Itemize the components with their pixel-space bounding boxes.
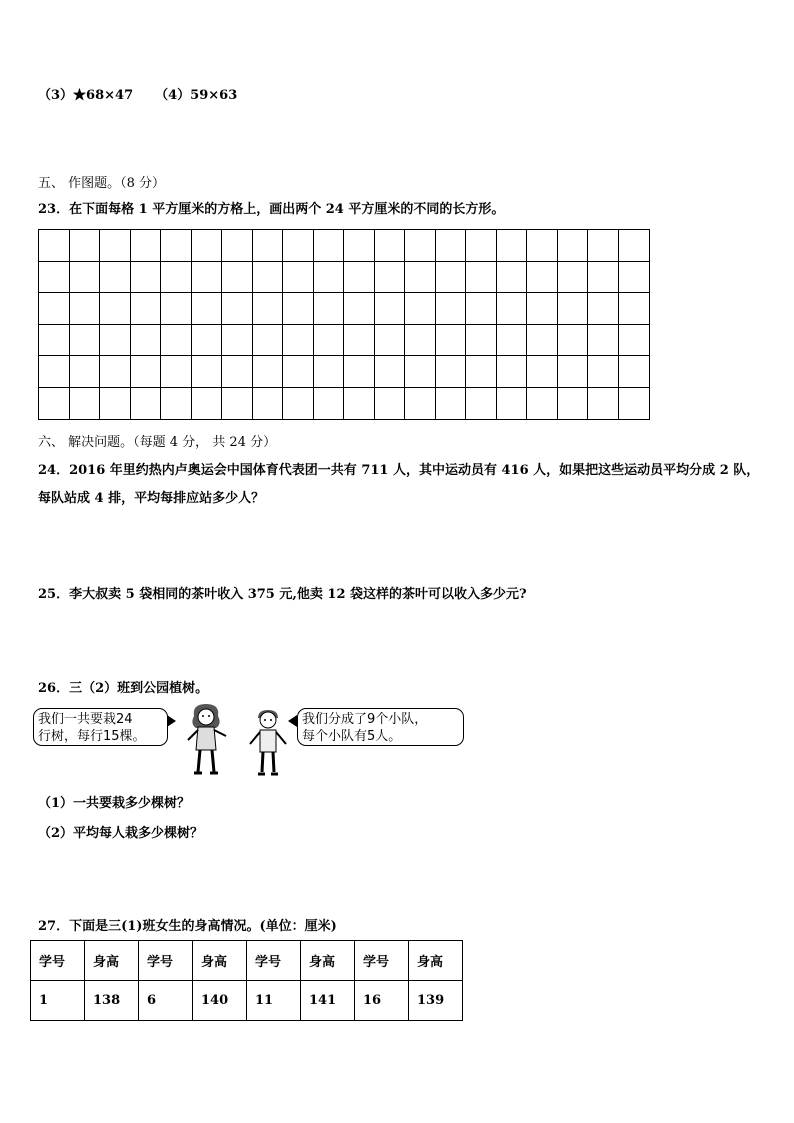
grid-cell bbox=[192, 388, 223, 420]
grid-cell bbox=[192, 293, 223, 325]
grid-cell bbox=[527, 262, 558, 294]
grid-cell bbox=[344, 356, 375, 388]
grid-cell bbox=[588, 388, 619, 420]
grid-cell bbox=[131, 325, 162, 357]
grid-cell bbox=[222, 262, 253, 294]
grid-cell bbox=[436, 388, 467, 420]
height-table bbox=[30, 940, 463, 1021]
table-cell: 1 bbox=[31, 981, 85, 1021]
grid-cell bbox=[192, 325, 223, 357]
grid-cell bbox=[466, 356, 497, 388]
table-cell: 身高 bbox=[85, 941, 139, 981]
grid-cell bbox=[253, 230, 284, 262]
q24-line-2: 每队站成 4 排，平均每排应站多少人？ bbox=[38, 491, 265, 506]
grid-cell bbox=[588, 356, 619, 388]
grid-cell bbox=[222, 356, 253, 388]
grid-cell bbox=[161, 293, 192, 325]
table-cell: 16 bbox=[355, 981, 409, 1021]
grid-cell bbox=[405, 356, 436, 388]
grid-cell bbox=[192, 230, 223, 262]
grid-cell bbox=[131, 293, 162, 325]
section-5-title: 五、 作图题。（8 分） bbox=[38, 176, 166, 191]
grid-cell bbox=[497, 356, 528, 388]
grid-cell bbox=[70, 356, 101, 388]
grid-cell bbox=[283, 293, 314, 325]
grid-cell bbox=[375, 356, 406, 388]
table-cell: 学号 bbox=[247, 941, 301, 981]
table-cell: 学号 bbox=[355, 941, 409, 981]
grid-cell bbox=[39, 230, 70, 262]
grid-cell bbox=[375, 293, 406, 325]
grid-cell bbox=[527, 293, 558, 325]
girl-speech-bubble bbox=[33, 708, 168, 746]
grid-cell bbox=[131, 262, 162, 294]
grid-cell bbox=[314, 356, 345, 388]
q26-sub-1: （1）一共要栽多少棵树？ bbox=[38, 796, 191, 811]
grid-cell bbox=[253, 293, 284, 325]
grid-cell bbox=[588, 325, 619, 357]
grid-cell bbox=[497, 262, 528, 294]
grid-cell bbox=[100, 388, 131, 420]
grid-cell bbox=[588, 262, 619, 294]
grid-cell bbox=[466, 388, 497, 420]
q26-text: 26．三（2）班到公园植树。 bbox=[38, 681, 209, 696]
grid-cell bbox=[344, 230, 375, 262]
grid-cell bbox=[466, 262, 497, 294]
boy-speech-line-2: 每个小队有5人。 bbox=[302, 729, 402, 744]
grid-cell bbox=[70, 293, 101, 325]
q26-sub-2: （2）平均每人栽多少棵树？ bbox=[38, 826, 204, 841]
grid-cell bbox=[497, 230, 528, 262]
grid-cell bbox=[283, 230, 314, 262]
girl-speech-line-1: 我们一共要栽24 bbox=[38, 712, 133, 727]
table-cell: 11 bbox=[247, 981, 301, 1021]
table-cell: 141 bbox=[301, 981, 355, 1021]
grid-cell bbox=[161, 356, 192, 388]
q23-text: 23．在下面每格 1 平方厘米的方格上，画出两个 24 平方厘米的不同的长方形。 bbox=[38, 202, 505, 217]
grid-cell bbox=[527, 356, 558, 388]
grid-cell bbox=[558, 388, 589, 420]
girl-speech-line-2: 行树，每行15棵。 bbox=[38, 729, 146, 744]
grid-cell bbox=[253, 325, 284, 357]
table-cell: 138 bbox=[85, 981, 139, 1021]
grid-cell bbox=[70, 230, 101, 262]
grid-cell bbox=[558, 325, 589, 357]
table-cell: 139 bbox=[409, 981, 463, 1021]
table-cell: 学号 bbox=[31, 941, 85, 981]
grid-cell bbox=[314, 262, 345, 294]
q22-items bbox=[38, 84, 237, 103]
grid-cell bbox=[436, 356, 467, 388]
table-header-row bbox=[31, 941, 463, 981]
grid-cell bbox=[527, 388, 558, 420]
boy-illustration bbox=[248, 708, 288, 778]
grid-cell bbox=[375, 262, 406, 294]
grid-cell bbox=[161, 325, 192, 357]
grid-cell bbox=[466, 325, 497, 357]
grid-cell bbox=[588, 293, 619, 325]
grid-cell bbox=[314, 293, 345, 325]
grid-cell bbox=[161, 262, 192, 294]
grid-cell bbox=[436, 230, 467, 262]
grid-cell bbox=[70, 388, 101, 420]
grid-cell bbox=[619, 293, 650, 325]
grid-cell bbox=[466, 230, 497, 262]
grid-cell bbox=[70, 262, 101, 294]
boy-speech-bubble bbox=[297, 708, 464, 746]
grid-cell bbox=[161, 230, 192, 262]
grid-cell bbox=[466, 293, 497, 325]
grid-cell bbox=[405, 262, 436, 294]
girl-illustration bbox=[182, 702, 232, 778]
table-row bbox=[31, 981, 463, 1021]
grid-cell bbox=[497, 325, 528, 357]
grid-cell bbox=[222, 293, 253, 325]
grid-cell bbox=[588, 230, 619, 262]
grid-cell bbox=[527, 325, 558, 357]
grid-cell bbox=[314, 325, 345, 357]
grid-cell bbox=[283, 325, 314, 357]
q27-text: 27．下面是三(1)班女生的身高情况。(单位：厘米) bbox=[38, 919, 337, 934]
grid-cell bbox=[100, 293, 131, 325]
grid-cell bbox=[222, 388, 253, 420]
grid-cell bbox=[70, 325, 101, 357]
grid-cell bbox=[161, 388, 192, 420]
grid-cell bbox=[283, 388, 314, 420]
grid-cell bbox=[619, 388, 650, 420]
section-6-title: 六、 解决问题。（每题 4 分， 共 24 分） bbox=[38, 435, 277, 450]
table-cell: 身高 bbox=[409, 941, 463, 981]
grid-cell bbox=[39, 262, 70, 294]
grid-cell bbox=[405, 293, 436, 325]
grid-cell bbox=[344, 325, 375, 357]
table-cell: 140 bbox=[193, 981, 247, 1021]
grid-cell bbox=[253, 262, 284, 294]
grid-cell bbox=[375, 230, 406, 262]
grid-cell bbox=[192, 356, 223, 388]
grid-cell bbox=[497, 388, 528, 420]
grid-cell bbox=[619, 325, 650, 357]
square-grid bbox=[38, 229, 650, 420]
boy-bubble-tail bbox=[288, 715, 297, 727]
grid-cell bbox=[405, 325, 436, 357]
grid-cell bbox=[405, 388, 436, 420]
grid-cell bbox=[192, 262, 223, 294]
grid-cell bbox=[344, 388, 375, 420]
grid-cell bbox=[283, 262, 314, 294]
grid-cell bbox=[100, 325, 131, 357]
grid-cell bbox=[100, 356, 131, 388]
grid-cell bbox=[131, 230, 162, 262]
grid-cell bbox=[222, 230, 253, 262]
boy-speech-line-1: 我们分成了9个小队， bbox=[302, 712, 428, 727]
grid-cell bbox=[619, 356, 650, 388]
grid-cell bbox=[39, 293, 70, 325]
q22-item-4: （4）59×63 bbox=[155, 88, 238, 103]
grid-cell bbox=[39, 325, 70, 357]
grid-cell bbox=[436, 293, 467, 325]
grid-cell bbox=[253, 388, 284, 420]
grid-cell bbox=[39, 356, 70, 388]
q24-line-1: 24．2016 年里约热内卢奥运会中国体育代表团一共有 711 人，其中运动员有 416 人，如果把这些运动员平均分成 2 队， bbox=[38, 463, 760, 478]
grid-cell bbox=[314, 388, 345, 420]
grid-cell bbox=[436, 325, 467, 357]
grid-cell bbox=[375, 325, 406, 357]
grid-cell bbox=[558, 293, 589, 325]
q25-text: 25．李大叔卖 5 袋相同的茶叶收入 375 元,他卖 12 袋这样的茶叶可以收入多少元? bbox=[38, 587, 527, 602]
grid-cell bbox=[497, 293, 528, 325]
grid-cell bbox=[253, 356, 284, 388]
grid-cell bbox=[283, 356, 314, 388]
grid-cell bbox=[375, 388, 406, 420]
table-cell: 学号 bbox=[139, 941, 193, 981]
grid-cell bbox=[344, 262, 375, 294]
grid-cell bbox=[222, 325, 253, 357]
q22-item-3: （3）★68×47 bbox=[38, 88, 134, 103]
grid-cell bbox=[100, 262, 131, 294]
grid-cell bbox=[405, 230, 436, 262]
grid-cell bbox=[344, 293, 375, 325]
grid-cell bbox=[314, 230, 345, 262]
grid-cell bbox=[619, 230, 650, 262]
grid-cell bbox=[131, 388, 162, 420]
grid-cell bbox=[558, 356, 589, 388]
grid-cell bbox=[131, 356, 162, 388]
grid-cell bbox=[100, 230, 131, 262]
grid-cell bbox=[436, 262, 467, 294]
grid-cell bbox=[527, 230, 558, 262]
girl-bubble-tail bbox=[167, 715, 176, 727]
table-cell: 身高 bbox=[193, 941, 247, 981]
grid-cell bbox=[619, 262, 650, 294]
grid-cell bbox=[558, 262, 589, 294]
grid-cell bbox=[558, 230, 589, 262]
table-cell: 6 bbox=[139, 981, 193, 1021]
grid-cell bbox=[39, 388, 70, 420]
table-cell: 身高 bbox=[301, 941, 355, 981]
